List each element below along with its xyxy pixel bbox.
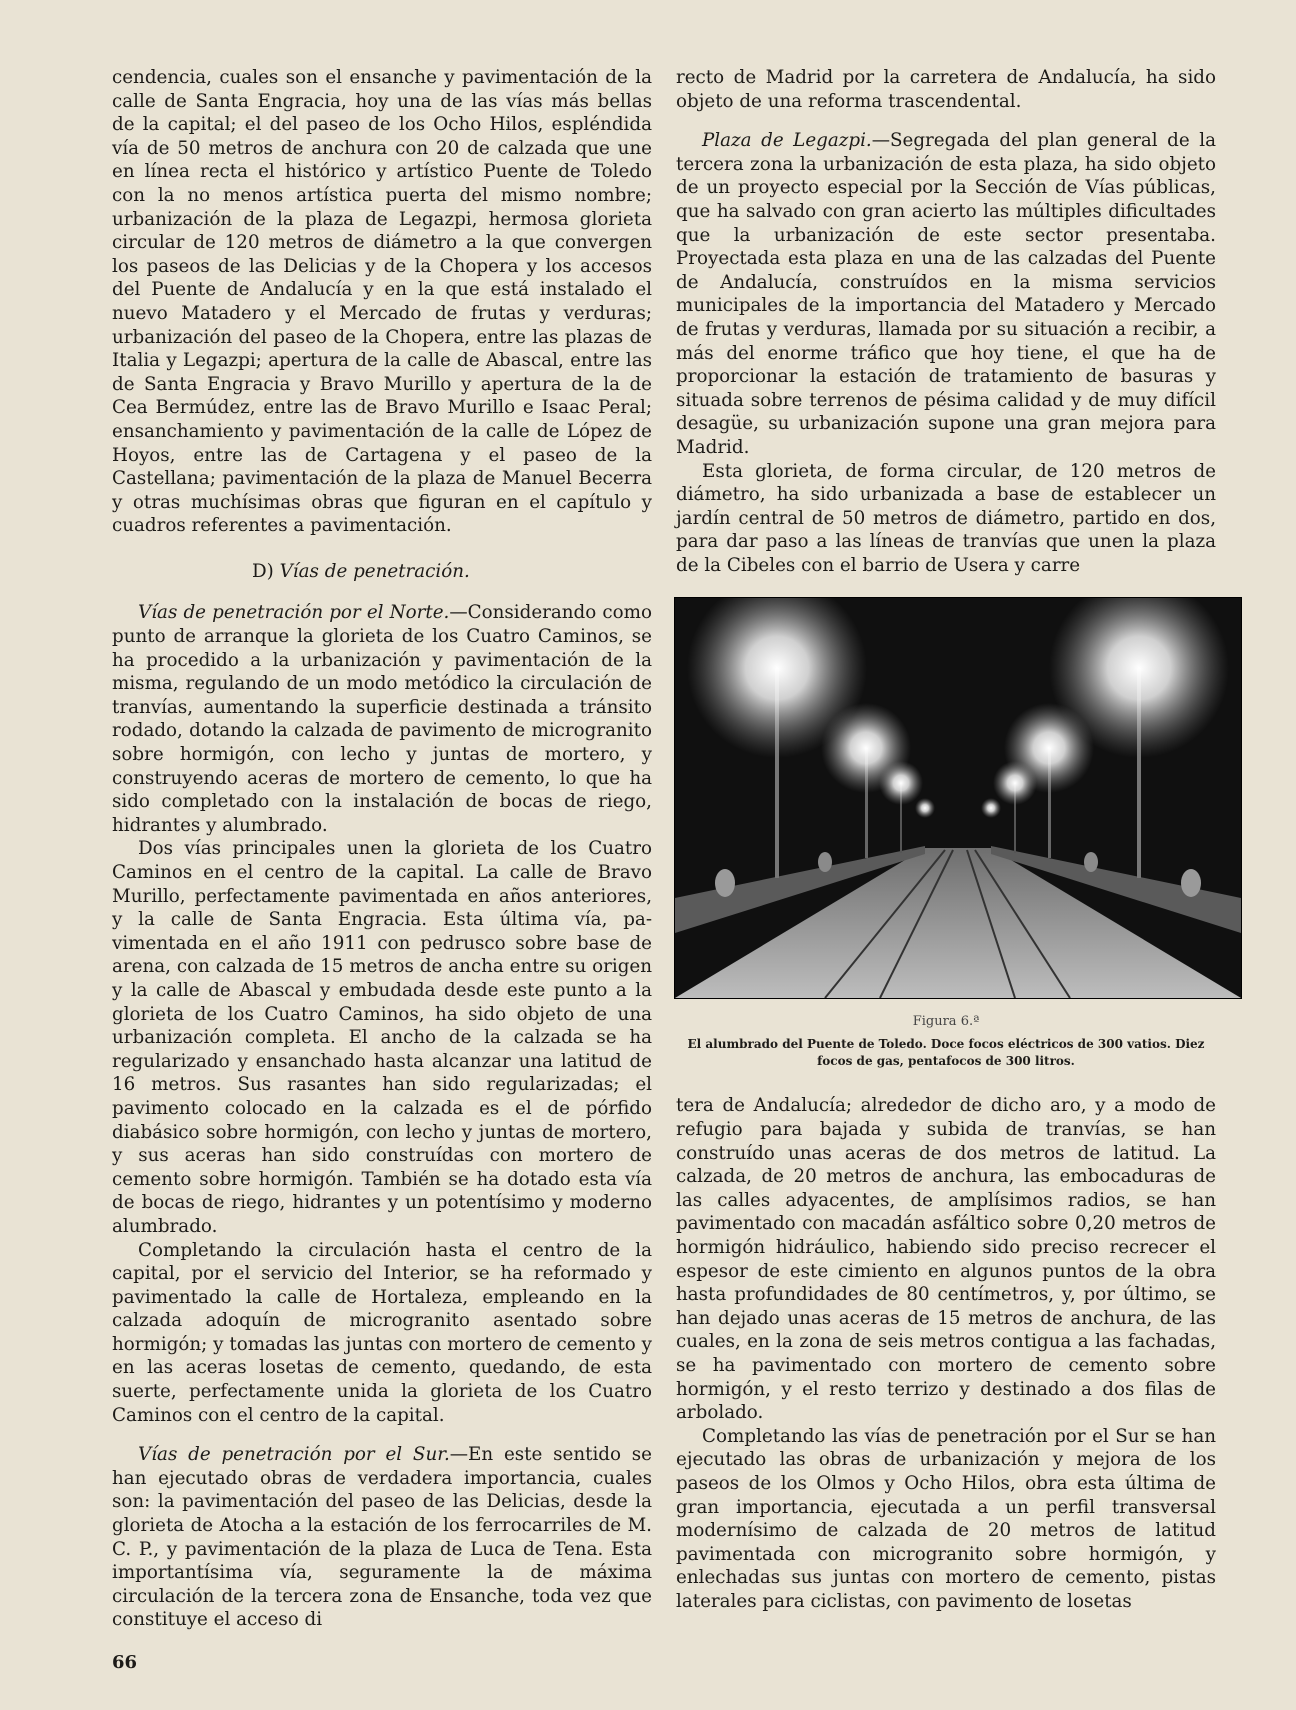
paragraph-text: —En este sentido se han ejecutado obras de verdadera importancia, cuales son: la pavimentación del paseo de las Delicias, desde la glorieta de Atocha a la estación de los ferrocarriles de M. C. P., y pavimentación de la plaza de Luca de Tena. Esta importantísima vía, seguramente la de máxima circulación de la tercera zona de Ensanche, toda vez que constituye el acceso di xyxy=(112,1444,653,1631)
section-letter: D) xyxy=(252,560,274,582)
figure-description: El alumbrado del Puente de Toledo. Doce focos eléctricos de 300 vatios. Diez focos de gas, pentafocos de 300 litros. xyxy=(687,1037,1205,1069)
paragraph: Dos vías principales unen la glorieta de los Cuatro Caminos en el centro de la capital. La calle de Bravo Murillo, perfectamente pavimentada en años anteriores, y la calle de Santa Engracia. Esta última vía, pavimentada en el año 1911 con pedrusco sobre base de arena, con calzada de 15 metros de ancha entre su origen y la calle de Abascal y embudada desde este punto a la glorieta de los Cuatro Caminos, ha sido objeto de una urbanización completa. El ancho de la calzada se ha regularizado y ensanchado hasta alcanzar una latitud de 16 metros. Sus rasantes han sido regularizadas; el pavimento colocado en la calzada es el de pórfido diabásico sobre hormigón, con lecho y juntas de mortero, y sus aceras han sido construídas con mortero de cemento sobre hormigón. También se ha dotado esta vía de bocas de riego, hidrantes y un potentísimo y moderno alumbrado. xyxy=(112,838,652,1237)
paragraph xyxy=(676,129,1216,459)
paragraph: Esta glorieta, de forma circular, de 120 metros de diámetro, ha sido urbanizada a base de establecer un jardín central de 50 metros de diámetro, partido en dos, para dar paso a las líneas de tranvías que unen la plaza de la Cibeles con el barrio de Usera y carre xyxy=(676,460,1216,576)
left-column xyxy=(112,66,652,1632)
run-in-heading: Vías de penetración por el Sur. xyxy=(138,1444,450,1466)
paragraph xyxy=(112,1443,652,1632)
paragraph: cendencia, cuales son el ensanche y pavimentación de la calle de Santa Engracia, hoy una de las vías más bellas de la capital; el del paseo de los Ocho Hilos, espléndida vía de 50 metros de anchura con 20 de calzada que une en línea recta el histórico y artístico Puente de Toledo con la no menos artística puerta del mismo nombre; urbanización de la plaza de Legazpi, hermosa glorieta circular de 120 metros de diámetro a la que convergen los paseos de las Delicias y de la Chopera y los accesos del Puente de Andalucía y en la que está instalado el nuevo Matadero y el Mercado de frutas y verduras; urbanización del paseo de la Chopera, entre las plazas de Italia y Legazpi; apertura de la calle de Abascal, entre las de Santa Engracia y Bravo Murillo y apertura de la de Cea Bermúdez, entre las de Bravo Murillo e Isaac Peral; ensanchamiento y pavimentación de la calle de López de Hoyos, entre las de Cartagena y el paseo de la Castellana; pavimentación de la plaza de Manuel Becerra y otras muchísimas obras que figuran en el capítulo y cuadros referentes a pavimentación. xyxy=(112,67,652,537)
paragraph-text: —Segregada del plan general de la tercera zona la urbanización de esta plaza, ha sido objeto de un proyecto especial por la Sección de Vías públicas, que ha salvado con gran acierto las múltiples dificultades que la urbanización de este sector presentaba. Proyectada esta plaza en una de las calzadas del Puente de Andalucía, construídos en la misma servicios municipales de la importancia del Matadero y Mercado de frutas y verduras, llamada por su situación a recibir, a más del enorme tráfico que hoy tiene, el que ha de proporcionar la estación de tratamiento de basuras y situada sobre terrenos de pésima calidad y de muy difícil desagüe, su urbanización supone una gran mejora para Madrid. xyxy=(676,130,1216,458)
paragraph: recto de Madrid por la carretera de Andalucía, ha sido objeto de una reforma trascendental. xyxy=(676,67,1216,112)
paragraph: tera de Andalucía; alrededor de dicho aro, y a modo de refugio para bajada y subida de tranvías, se han construído unas aceras de dos metros de latitud. La calzada, de 20 metros de anchura, las embocaduras de las calles adyacentes, de amplísimos radios, se han pavimentado con macadán asfáltico sobre 0,20 metros de hormigón hidráulico, habiendo sido preciso recrecer el espesor de este cimiento en algunos puntos de la obra hasta profundidades de 80 centímetros, y, por último, se han dejado unas aceras de 15 metros de anchura, de las cuales, en la zona de seis metros contigua a las fachadas, se ha pavimentado con mortero de cemento sobre hormigón, y el resto terrizo y destinado a dos filas de arbolado. xyxy=(676,1095,1216,1424)
figure-label: Figura 6.ª xyxy=(912,1014,980,1030)
run-in-heading: Vías de penetración por el Norte. xyxy=(138,602,450,624)
bridge-night-photo xyxy=(674,597,1242,999)
paragraph: Completando las vías de penetración por el Sur se han ejecutado las obras de urbanización y mejora de los paseos de los Olmos y Ocho Hilos, obra esta última de gran importancia, ejecutada a un perfil transversal modernísimo de calzada de 20 metros de latitud pavimentada con microgranito sobre hormigón, y enlechadas sus juntas con mortero de cemento, pistas laterales para ciclistas, con pavimento de losetas xyxy=(676,1425,1216,1612)
section-title: Vías de penetración. xyxy=(279,560,470,582)
paragraph-text: —Considerando como punto de arranque la glorieta de los Cuatro Caminos, se ha procedido a la urbanización y pavimentación de la misma, regulando de un modo metódico la circulación de tranvías, aumentando la superficie destinada a tránsito rodado, dotando la calzada de pavimento de microgranito sobre hormigón, con lecho y juntas de mortero, y construyendo aceras de mortero de cemento, lo que ha sido completado con la instalación de bocas de riego, hidrantes y alumbrado. xyxy=(112,602,652,836)
right-column-continued xyxy=(676,1094,1216,1613)
section-heading xyxy=(112,560,652,584)
right-column xyxy=(676,66,1216,1614)
paragraph xyxy=(112,601,652,837)
run-in-heading: Plaza de Legazpi. xyxy=(702,130,872,152)
figure-caption xyxy=(676,1013,1216,1070)
paragraph: Completando la circulación hasta el centro de la capital, por el servicio del Interior, se ha reformado y pavimentado la calle de Hortaleza, empleando en la calzada adoquín de microgranito asentado sobre hormigón; y tomadas las juntas con mortero de cemento y en las aceras losetas de cemento, quedando, de esta suerte, perfectamente unida la glorieta de los Cuatro Caminos con el centro de la capital. xyxy=(112,1239,652,1426)
page-number: 66 xyxy=(112,1652,138,1673)
